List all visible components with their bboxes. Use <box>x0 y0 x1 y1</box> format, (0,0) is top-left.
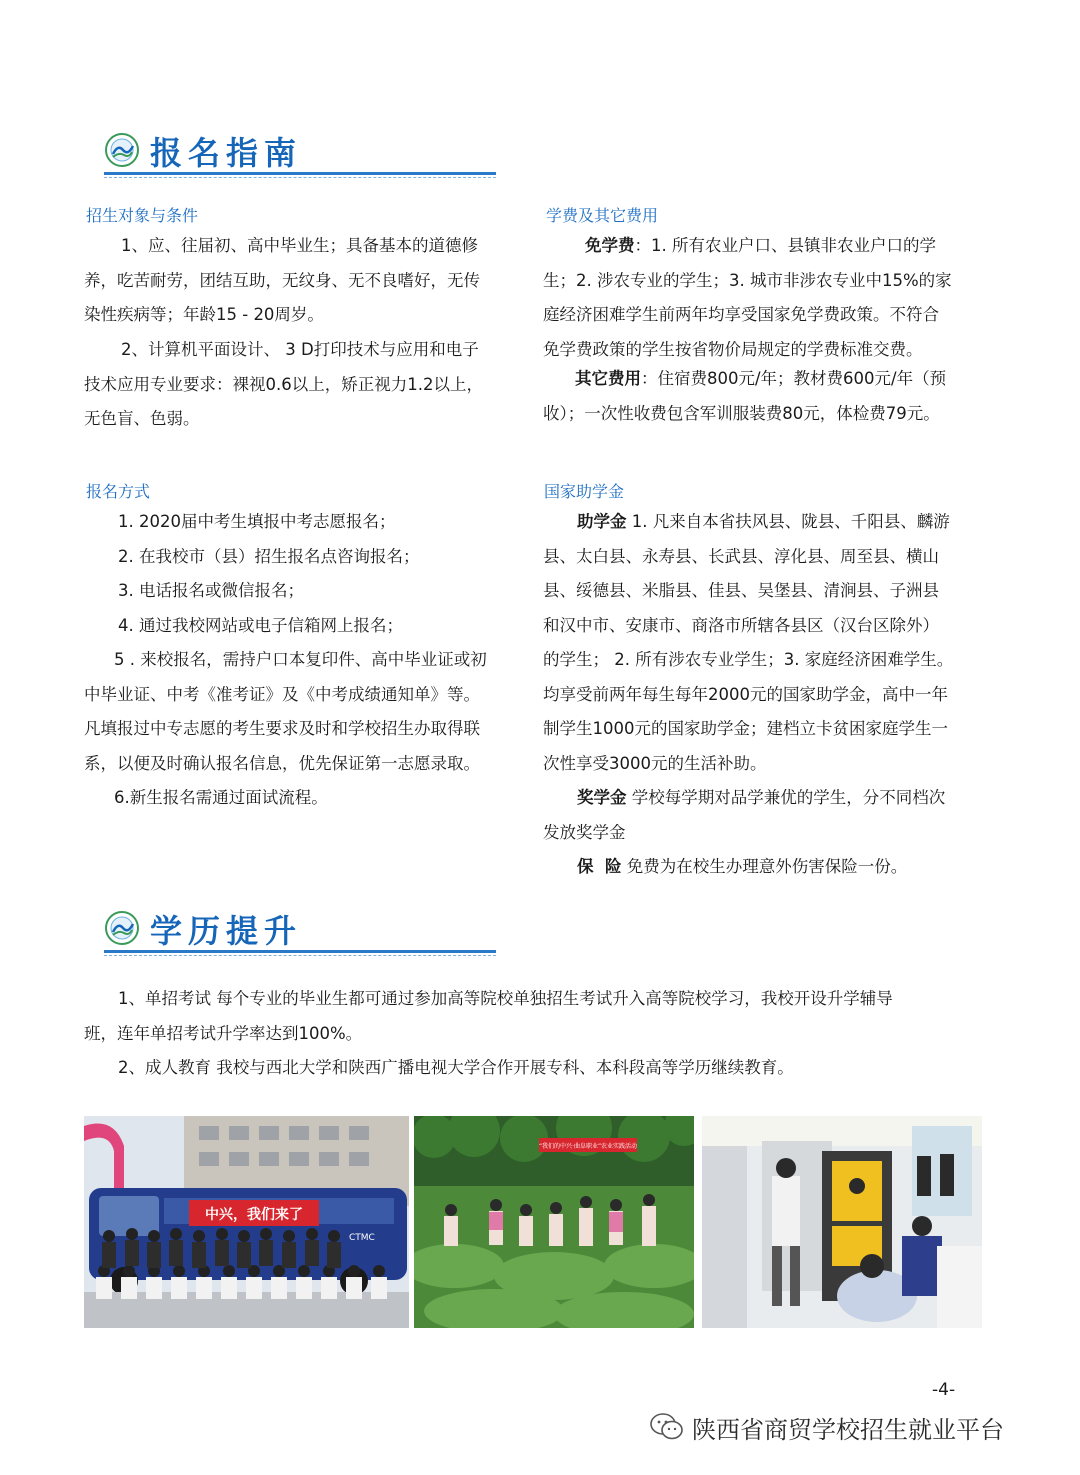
photo-lab <box>702 1116 982 1328</box>
section-title: 报名指南 <box>150 134 303 172</box>
divider <box>104 172 496 175</box>
section-header-education-upgrade <box>104 910 496 954</box>
list-item: 6.新生报名需通过面试流程。 <box>114 788 328 807</box>
watermark <box>650 1410 1004 1444</box>
registration-heading: 报名方式 <box>86 482 151 501</box>
page-number: -4- <box>932 1380 956 1400</box>
fees-other-paragraph: 其它费用：住宿费800元/年；教材费600元/年（预 收）；一次性收费包含军训服装费80元，体检费79元。 <box>543 369 947 423</box>
list-item: 4. 通过我校网站或电子信箱网上报名； <box>118 615 403 635</box>
list-item: 5 . 来校报名，需持户口本复印件、高中毕业证或初 <box>114 650 487 669</box>
divider <box>104 177 496 178</box>
aid-heading: 国家助学金 <box>544 482 625 501</box>
school-logo-icon <box>104 132 140 168</box>
eligibility-paragraph-1: 1、应、往届初、高中毕业生；具备基本的道德修 养，吃苦耐劳，团结互助，无纹身、无不良嗜好，无传 染性疾病等；年龄15 - 20周岁。 <box>84 236 480 324</box>
eligibility-paragraph-2: 2、计算机平面设计、 3 D打印技术与应用和电子 技术应用专业要求：裸视0.6以上，矫正视力1.2以上， 无色盲、色弱。 <box>84 340 483 428</box>
wechat-icon <box>650 1413 684 1441</box>
section-header-enrollment-guide <box>104 132 496 176</box>
divider <box>104 950 496 953</box>
watermark-text: 陕西省商贸学校招生就业平台 <box>692 1415 1004 1444</box>
grant-label: 助学金 <box>577 512 627 531</box>
list-item: 2. 在我校市（县）招生报名点咨询报名； <box>118 546 420 566</box>
section-title: 学历提升 <box>150 912 303 950</box>
school-logo-icon <box>104 910 140 946</box>
free-tuition-label: 免学费 <box>585 236 635 255</box>
list-item: 3. 电话报名或微信报名； <box>118 581 304 600</box>
list-item: 1. 2020届中考生填报中考志愿报名； <box>118 512 396 531</box>
divider <box>104 955 496 956</box>
insurance-label: 保 险 <box>577 857 622 876</box>
upgrade-paragraph-1: 1、单招考试 每个专业的毕业生都可通过参加高等院校单独招生考试升入高等院校学习，我校开设升学辅导 班，连年单招考试升学率达到100%。 <box>84 989 893 1043</box>
registration-list: 1. 2020届中考生填报中考志愿报名； 2. 在我校市（县）招生报名点咨询报名； 3. 电话报名或微信报名； 4. 通过我校网站或电子信箱网上报名； 5 . 来校报名，需持户口本复印件、高中毕业证或初 中毕业证、中考《准考证》及《中考成绩通知单》等。 凡填报过中专志愿的考生要求及时和学校招生办取得联 系，以便及时确认报名信息，优先保证第一志愿录取。 6.新生报名需通过面试流程。 <box>84 505 512 816</box>
bus-logo-text: CTMC <box>349 1233 375 1243</box>
upgrade-paragraph-2: 2、成人教育 我校与西北大学和陕西广播电视大学合作开展专科、本科段高等学历继续教育。 <box>118 1058 794 1077</box>
fees-heading: 学费及其它费用 <box>546 206 659 225</box>
other-fees-label: 其它费用 <box>575 369 641 388</box>
banner-text: 中兴，我们来了 <box>205 1207 303 1223</box>
fees-free-paragraph: 免学费：1. 所有农业户口、县镇非农业户口的学 生；2. 涉农专业的学生；3. 城市非涉农专业中15%的家 庭经济困难学生前两年均享受国家免学费政策。不符合 免学费政策的学生按省物价局规定的学费标准交费。 <box>543 236 952 359</box>
field-banner-text: “我们的中兴·曲阜职业”农业实践活动 <box>538 1143 638 1150</box>
scholarship-label: 奖学金 <box>577 788 627 807</box>
photo-tea-field <box>414 1116 694 1328</box>
eligibility-heading: 招生对象与条件 <box>86 206 199 225</box>
photo-group-bus <box>84 1116 409 1328</box>
aid-grant-paragraph: 助学金 1. 凡来自本省扶风县、陇县、千阳县、麟游 县、太白县、永寿县、长武县、淳化县、周至县、横山 县、绥德县、米脂县、佳县、吴堡县、清涧县、子洲县 和汉中市、安康市、商洛市所辖各县区（汉台区除外） 的学生； 2. 所有涉农专业学生；3. 家庭经济困难学生。 均享受前两年每生每年2000元的国家助学金，高中一年 制学生1000元的国家助学金；建档立卡贫困家庭学生一 次性享受3000元的生活补助。 奖学金 学校每学期对品学兼优的学生，分不同档次 发放奖学金 保 险 免费为在校生办理意外伤害保险一份。 <box>543 512 954 876</box>
